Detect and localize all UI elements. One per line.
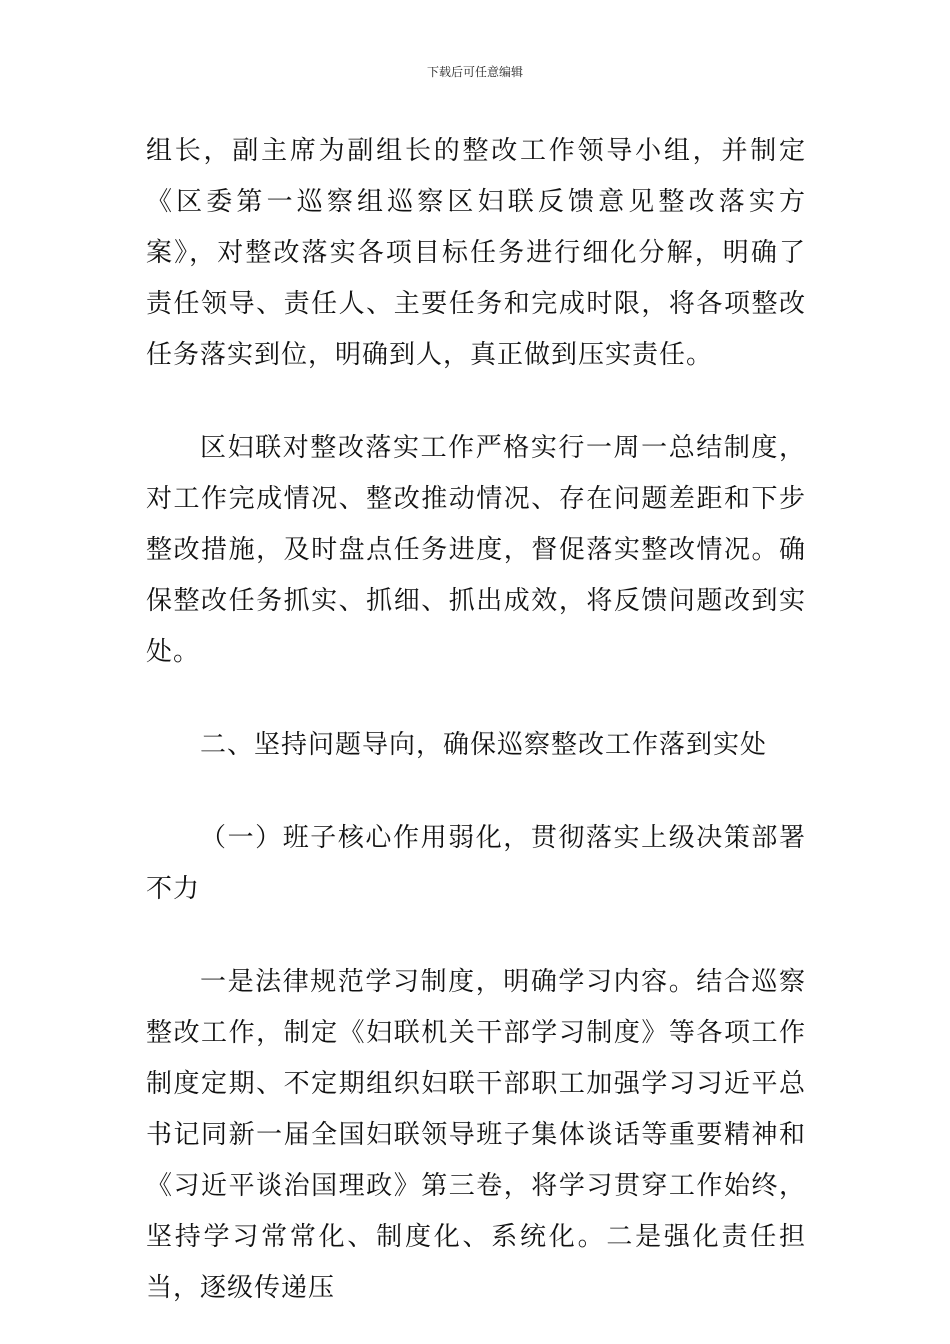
section-heading: 二、坚持问题导向，确保巡察整改工作落到实处	[200, 730, 768, 760]
paragraph-2: 区妇联对整改落实工作严格实行一周一总结制度，对工作完成情况、整改推动情况、存在问题差距和下步整改措施，及时盘点任务进度，督促落实整改情况。确保整改任务抓实、抓细、抓出成效，将反馈问题改到实处。	[146, 433, 806, 667]
paragraph-1: 组长，副主席为副组长的整改工作领导小组，并制定《区委第一巡察组巡察区妇联反馈意见整改落实方案》，对整改落实各项目标任务进行细化分解，明确了责任领导、责任人、主要任务和完成时限，将各项整改任务落实到位，明确到人，真正做到压实责任。	[146, 136, 806, 370]
subsection-heading: （一）班子核心作用弱化，贯彻落实上级决策部署不力	[146, 823, 806, 904]
paragraph-3: 一是法律规范学习制度，明确学习内容。结合巡察整改工作，制定《妇联机关干部学习制度》等各项工作制度定期、不定期组织妇联干部职工加强学习习近平总书记同新一届全国妇联领导班子集体谈话等重要精神和《习近平谈治国理政》第三卷，将学习贯穿工作始终，坚持学习常常化、制度化、系统化。二是强化责任担当，逐级传递压	[146, 967, 806, 1303]
document-body	[146, 126, 806, 1314]
page-header-note: 下载后可任意编辑	[426, 65, 523, 79]
